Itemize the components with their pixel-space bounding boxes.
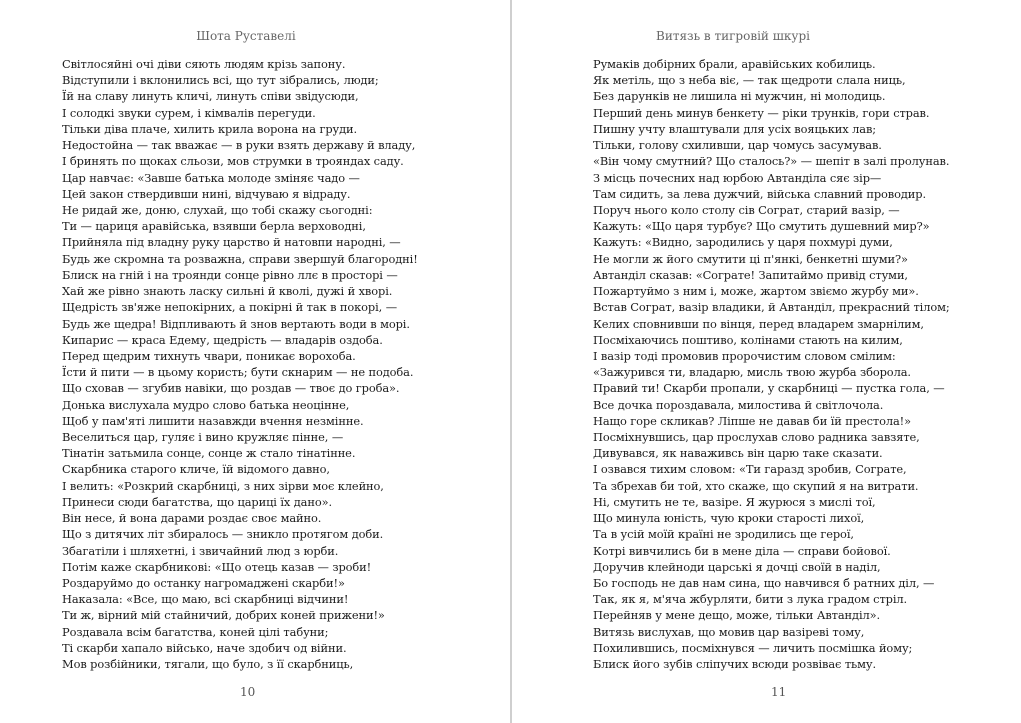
verse-line: Автанділ сказав: «Сограте! Запитаймо привід стуми, [593,267,908,282]
verse-line: Блиск його зубів сліпучих всюди розвіває тьму. [593,657,877,672]
verse-line: Тільки, голову схиливши, цар чомусь засумував. [593,138,882,153]
verse-line: Кажуть: «Що царя турбує? Що смутить душевний мир?» [593,219,930,234]
verse-line: Тільки діва плаче, хилить крила ворона на груди. [62,121,358,136]
verse-line: Без дарунків не лишила ні мужчин, ні молодиць. [593,89,886,104]
verse-line: «Він чому смутний? Що сталось?» — шепіт в залі пролунав. [593,154,950,169]
verse-line: Щедрість зв'яже непокірних, а покірні й так в покорі, — [62,300,398,315]
verse-line: Пишну учту влаштували для усіх вояцьких лав; [593,121,877,136]
verse-line: Ті скарби хапало військо, наче здобич од війни. [62,640,347,655]
verse-line: Не могли ж його смутити ці п'янкі, бенкетні шуми?» [593,251,908,266]
page-number: 10 [240,685,256,699]
verse-line: Ти — цариця аравійська, взявши берла верховодні, [62,219,366,234]
verse-line: Бо господь не дав нам сина, що навчився б ратних діл, — [593,576,935,590]
verse-line: Він несе, й вона дарами роздає своє майно. [62,511,322,526]
verse-line: І вазір тоді промовив пророчистим словом смілим: [593,348,896,363]
verse-line: Посміхаючись поштиво, колінами стають на килим, [593,332,903,347]
verse-line: Встав Сограт, вазір владики, й Автанділ, прекрасний тілом; [593,300,950,315]
verse-line: Поруч нього коло столу сів Сограт, старий вазір, — [593,202,900,217]
verse-line: Румаків добірних брали, аравійських кобилиць. [593,57,876,71]
verse-line: Недостойна — так вважає — в руки взять державу й владу, [62,138,416,153]
verse-line: Їсти й пити — в цьому користь; бути скнарим — не подоба. [62,365,414,380]
verse-line: «Зажурився ти, владарю, мисль твою журба зборола. [593,365,911,380]
verse-line: Не ридай же, доню, слухай, що тобі скажу сьогодні: [62,202,373,217]
verse-line: Кипарис — краса Едему, щедрість — владарів оздоба. [62,332,383,347]
verse-line: З місць почесних над юрбою Автанділа сяє зір— [593,170,882,185]
verse-line: Там сидить, за лева дужчий, війська славний проводир. [593,186,926,201]
running-head-author: Шота Руставелі [196,29,296,43]
verse-list [62,56,418,672]
verse-line: Щоб у пам'яті лишити назавжди вчення незмінне. [62,413,364,428]
verse-line: Хай же рівно знають ласку сильні й кволі, дужі й хворі. [62,284,393,299]
verse-line: Їй на славу линуть кличі, линуть співи звідусюди, [62,89,359,104]
verse-list [593,56,950,672]
verse-line: Тінатін затьмила сонце, сонце ж стало тінатінне. [62,446,356,461]
verse-line: Донька вислухала мудро слово батька неоцінне, [62,397,350,412]
left-page [0,0,510,723]
verse-line: Світлосяйні очі діви сяють людям крізь запону. [62,57,346,71]
verse-line: Цей закон ствердивши нині, відчуваю я відраду. [62,186,351,201]
verse-line: Відступили і вклонились всі, що тут зібрались, люди; [62,73,379,88]
verse-line: І бринять по щоках сльози, мов струмки в трояндах саду. [62,154,404,169]
verse-line: Дивувався, як наваживсь він царю таке сказати. [593,446,883,461]
verse-line: Цар навчає: «Завше батька молоде зміняє чадо — [62,170,360,185]
verse-line: Мов розбійники, тягали, що було, з її скарбниць, [62,657,354,672]
verse-line: І велить: «Розкрий скарбниці, з них зірви моє клейно, [62,478,384,493]
verse-line: Похилившись, посміхнувся — личить посмішка йому; [593,640,913,655]
verse-line: Котрі вивчились би в мене діла — справи бойової. [593,543,891,558]
verse-line: Як метіль, що з неба віє, — так щедроти слала ниць, [593,73,906,88]
verse-line: Все дочка пороздавала, милостива й світлочола. [593,397,884,412]
verse-line: Перейняв у мене дещо, може, тільки Автанділ». [593,608,881,623]
verse-line: Роздаруймо до останку нагромаджені скарби!» [62,576,345,590]
verse-line: Правий ти! Скарби пропали, у скарбниці — пустка гола, — [593,381,945,396]
right-page [513,0,1021,723]
page-number: 11 [771,685,787,699]
verse-line: Потім каже скарбникові: «Що отець казав — зроби! [62,559,372,574]
verse-line: Роздавала всім багатства, коней цілі табуни; [62,624,329,639]
verse-line: Будь же щедра! Відпливають й знов вертають води в морі. [62,316,410,331]
verse-line: Блиск на гній і на троянди сонце рівно ллє в просторі — [62,267,398,282]
verse-line: Перший день минув бенкету — ріки трунків, гори страв. [593,105,930,120]
verse-line: Прийняла під владну руку царство й натовпи народні, — [62,235,401,250]
verse-line: Витязь вислухав, що мовив цар вазіреві тому, [593,624,865,639]
verse-line: Принеси сюди багатства, що цариці їх дано». [62,494,332,509]
verse-line: І солодкі звуки сурем, і кімвалів перегуди. [62,105,316,120]
verse-line: Та збрехав би той, хто скаже, що скупий я на витрати. [593,478,919,493]
verse-line: І озвався тихим словом: «Ти гаразд зробив, Сограте, [593,462,907,477]
verse-line: Що з дитячих літ збиралось — зникло протягом доби. [62,527,384,542]
verse-line: Келих сповнивши по вінця, перед владарем змарнілим, [593,316,924,331]
verse-line: Ти ж, вірний мій стайничий, добрих коней прижени!» [62,608,385,623]
verse-line: Доручив клейноди царські я дочці своїй в наділ, [593,559,881,574]
verse-line: Пожартуймо з ним і, може, жартом звіємо журбу ми». [593,284,919,299]
verse-line: Так, як я, м'яча жбурляти, бити з лука градом стріл. [593,592,908,607]
verse-line: Що минула юність, чую кроки старості лихої, [593,511,865,526]
verse-line: Нащо горе скликав? Ліпше не давав би їй престола!» [593,413,911,428]
verse-line: Веселиться цар, гуляє і вино кружляє пінне, — [62,430,344,445]
running-head-title: Витязь в тигровій шкурі [656,29,810,43]
verse-line: Збагатіли і шляхетні, і звичайний люд з юрби. [62,543,339,558]
verse-line: Наказала: «Все, що маю, всі скарбниці відчини! [62,592,349,607]
verse-line: Посміхнувшись, цар прослухав слово радника завзяте, [593,430,920,445]
verse-line: Скарбника старого кличе, їй відомого давно, [62,462,330,477]
verse-line: Будь же скромна та розважна, справи звершуй благородні! [62,251,418,266]
verse-line: Що сховав — згубив навіки, що роздав — твоє до гроба». [62,381,400,396]
verse-line: Кажуть: «Видно, зародились у царя похмурі думи, [593,235,893,250]
verse-line: Перед щедрим тихнуть чвари, поникає ворохоба. [62,348,356,363]
verse-line: Ні, смутить не те, вазіре. Я журюся з мислі тої, [593,494,876,509]
page-divider [510,0,512,723]
verse-line: Та в усій моїй країні не зродились ще герої, [593,527,854,542]
